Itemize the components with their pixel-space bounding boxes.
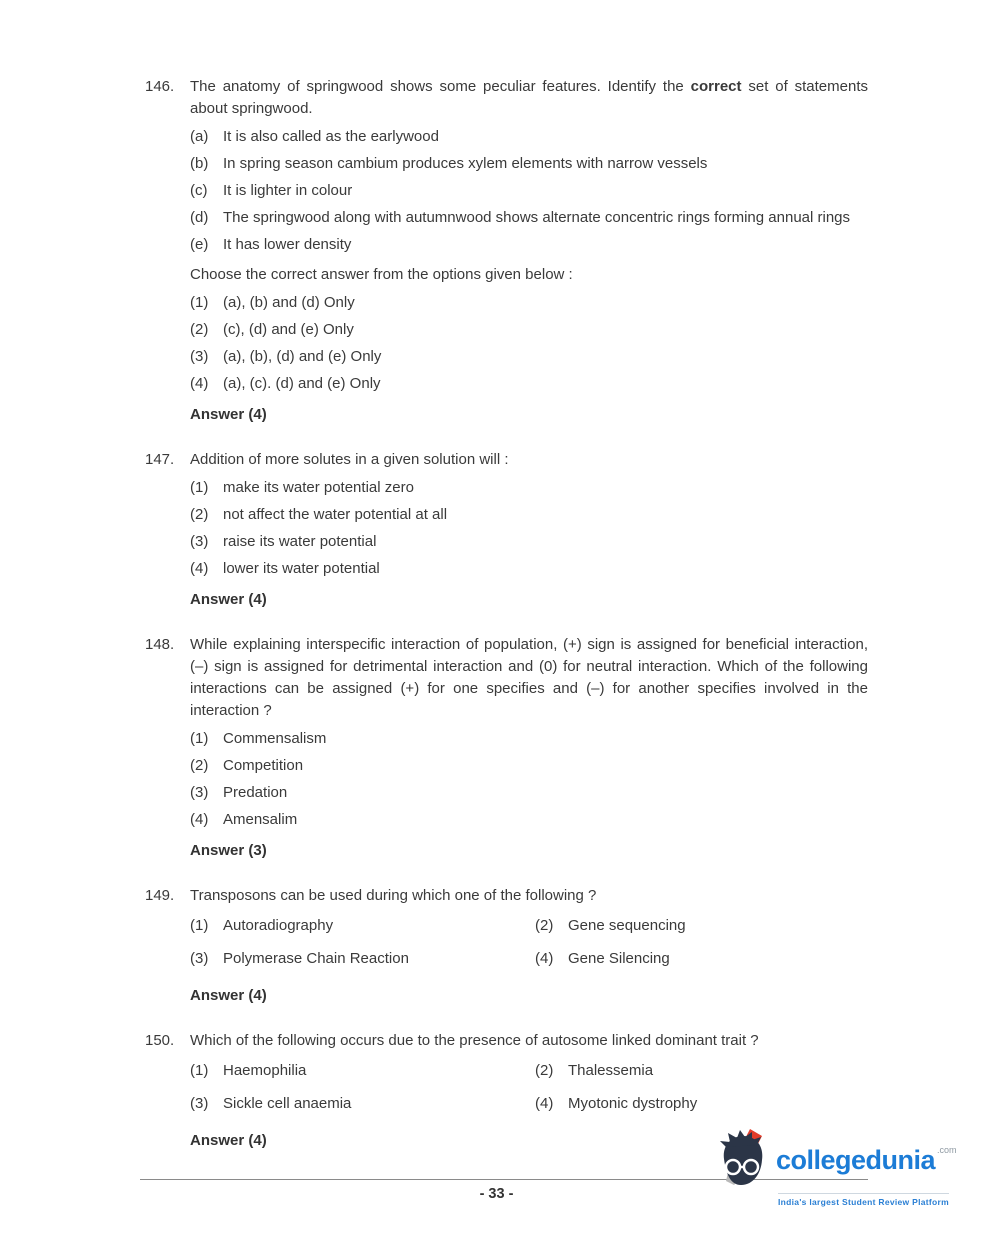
question-number: 149. bbox=[145, 887, 175, 904]
option-2 bbox=[190, 319, 868, 340]
option-text: Predation bbox=[223, 784, 288, 801]
question-148 bbox=[145, 634, 868, 861]
option-label: (2) bbox=[535, 1062, 554, 1079]
answer-label: Answer (4) bbox=[190, 1132, 267, 1149]
brand-suffix: .com bbox=[937, 1145, 957, 1155]
question-number: 150. bbox=[145, 1032, 175, 1049]
statement-label: (a) bbox=[190, 128, 209, 145]
option-label: (1) bbox=[190, 1062, 209, 1079]
option-text: not affect the water potential at all bbox=[223, 506, 448, 523]
option-3 bbox=[190, 782, 868, 803]
option-label: (4) bbox=[535, 1095, 554, 1112]
option-label: (3) bbox=[190, 348, 209, 365]
option-text: Haemophilia bbox=[223, 1062, 307, 1079]
option-text: Commensalism bbox=[223, 730, 327, 747]
statement-label: (b) bbox=[190, 155, 209, 172]
statement-e bbox=[190, 234, 868, 255]
question-text-bold: correct bbox=[690, 78, 742, 95]
statement-text: It is lighter in colour bbox=[223, 182, 353, 199]
question-147 bbox=[145, 449, 868, 610]
option-text: (a), (c). (d) and (e) Only bbox=[223, 375, 381, 392]
option-text: lower its water potential bbox=[223, 560, 380, 577]
option-label: (4) bbox=[190, 811, 209, 828]
option-1 bbox=[190, 292, 868, 313]
option-4 bbox=[535, 1093, 868, 1114]
option-label: (2) bbox=[190, 506, 209, 523]
question-text-before: The anatomy of springwood shows some peculiar features. Identify the bbox=[190, 78, 691, 95]
option-text: Competition bbox=[223, 757, 304, 774]
question-text: Which of the following occurs due to the presence of autosome linked dominant trait ? bbox=[190, 1032, 759, 1049]
option-3 bbox=[190, 948, 535, 969]
statement-d bbox=[190, 207, 868, 228]
statement-text: In spring season cambium produces xylem elements with narrow vessels bbox=[223, 155, 708, 172]
statement-label: (c) bbox=[190, 182, 208, 199]
statement-label: (d) bbox=[190, 209, 209, 226]
option-label: (3) bbox=[190, 1095, 209, 1112]
answer-label: Answer (4) bbox=[190, 406, 267, 423]
option-4 bbox=[190, 558, 868, 579]
brand-text bbox=[776, 1145, 957, 1175]
option-text: Autoradiography bbox=[223, 917, 334, 934]
option-text: Amensalim bbox=[223, 811, 298, 828]
answer-label: Answer (4) bbox=[190, 591, 267, 608]
option-label: (3) bbox=[190, 950, 209, 967]
answer-label: Answer (3) bbox=[190, 842, 267, 859]
brand-tagline: India's largest Student Review Platform bbox=[778, 1193, 949, 1207]
option-label: (1) bbox=[190, 917, 209, 934]
option-label: (2) bbox=[190, 757, 209, 774]
statement-label: (e) bbox=[190, 236, 209, 253]
option-text: Myotonic dystrophy bbox=[568, 1095, 698, 1112]
option-text: (a), (b) and (d) Only bbox=[223, 294, 355, 311]
option-4 bbox=[190, 373, 868, 394]
option-2 bbox=[535, 1060, 868, 1081]
option-text: Polymerase Chain Reaction bbox=[223, 950, 409, 967]
question-149 bbox=[145, 885, 868, 1006]
question-number: 148. bbox=[145, 636, 175, 653]
question-146 bbox=[145, 76, 868, 425]
option-text: Sickle cell anaemia bbox=[223, 1095, 352, 1112]
question-number: 147. bbox=[145, 451, 175, 468]
option-text: Gene Silencing bbox=[568, 950, 670, 967]
option-3 bbox=[190, 346, 868, 367]
option-label: (1) bbox=[190, 479, 209, 496]
option-label: (1) bbox=[190, 294, 209, 311]
option-3 bbox=[190, 531, 868, 552]
option-1 bbox=[190, 915, 535, 936]
option-label: (4) bbox=[190, 560, 209, 577]
option-text: (a), (b), (d) and (e) Only bbox=[223, 348, 382, 365]
option-1 bbox=[190, 1060, 535, 1081]
statement-text: The springwood along with autumnwood shows alternate concentric rings forming annual rings bbox=[223, 209, 851, 226]
statement-text: It has lower density bbox=[223, 236, 352, 253]
brand-name: collegedunia bbox=[776, 1145, 936, 1175]
option-1 bbox=[190, 728, 868, 749]
option-label: (3) bbox=[190, 533, 209, 550]
statement-c bbox=[190, 180, 868, 201]
statement-a bbox=[190, 126, 868, 147]
option-label: (3) bbox=[190, 784, 209, 801]
collegedunia-logo bbox=[716, 1129, 981, 1207]
page-number: - 33 - bbox=[479, 1186, 514, 1202]
statement-b bbox=[190, 153, 868, 174]
question-text: Addition of more solutes in a given solution will : bbox=[190, 451, 509, 468]
option-3 bbox=[190, 1093, 535, 1114]
statement-text: It is also called as the earlywood bbox=[223, 128, 439, 145]
option-text: raise its water potential bbox=[223, 533, 377, 550]
option-label: (4) bbox=[190, 375, 209, 392]
option-label: (1) bbox=[190, 730, 209, 747]
question-text: While explaining interspecific interaction of population, (+) sign is assigned for beneficial interaction, (–) sign is assigned for detrimental interaction and (0) for neutral interaction. Which of the following interactions can be assigned (+) for one specifies and (–) for another specifies involved in the interaction ? bbox=[190, 636, 868, 719]
option-1 bbox=[190, 477, 868, 498]
option-2 bbox=[190, 755, 868, 776]
question-text: Transposons can be used during which one of the following ? bbox=[190, 887, 597, 904]
option-4 bbox=[190, 809, 868, 830]
answer-label: Answer (4) bbox=[190, 987, 267, 1004]
option-4 bbox=[535, 948, 868, 969]
option-label: (4) bbox=[535, 950, 554, 967]
mascot-icon bbox=[716, 1129, 772, 1191]
option-text: (c), (d) and (e) Only bbox=[223, 321, 354, 338]
option-text: Thalessemia bbox=[568, 1062, 654, 1079]
question-number: 146. bbox=[145, 78, 175, 95]
option-label: (2) bbox=[535, 917, 554, 934]
option-text: Gene sequencing bbox=[568, 917, 686, 934]
question-text-after: set of statements about springwood. bbox=[190, 78, 869, 117]
option-2 bbox=[535, 915, 868, 936]
option-text: make its water potential zero bbox=[223, 479, 414, 496]
option-label: (2) bbox=[190, 321, 209, 338]
choose-instruction: Choose the correct answer from the options given below : bbox=[190, 266, 573, 283]
option-2 bbox=[190, 504, 868, 525]
question-text bbox=[190, 76, 868, 120]
